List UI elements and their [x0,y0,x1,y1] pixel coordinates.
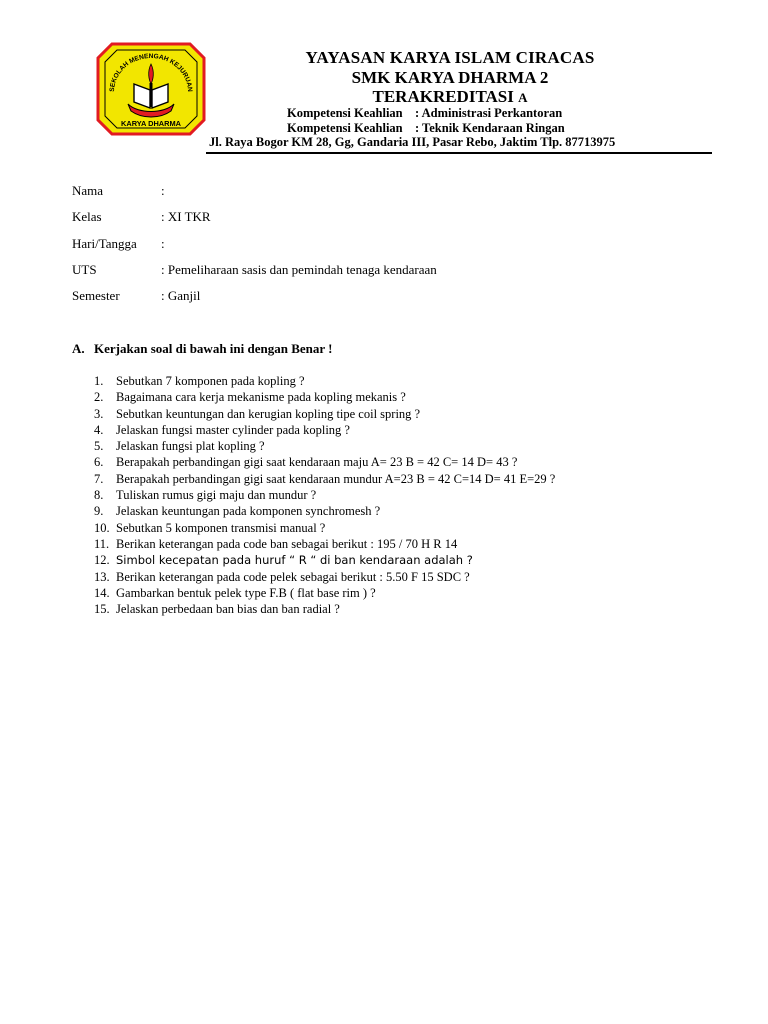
question-text: Jelaskan fungsi master cylinder pada kopling ? [116,422,350,437]
section-title: Kerjakan soal di bawah ini dengan Benar ! [94,341,333,356]
competency-line [287,121,565,136]
question-number: 6. [94,455,104,470]
question-number: 13. [94,569,110,584]
question-item [94,438,555,454]
header-divider [206,152,712,154]
question-item [94,487,555,503]
logo-bottom-text: KARYA DHARMA [121,119,181,128]
field-label: Semester [72,288,120,303]
accreditation-prefix: TERAKREDITASI [372,87,514,106]
question-item [94,585,555,601]
question-text: Sebutkan 5 komponen transmisi manual ? [116,520,326,535]
question-item [94,471,555,487]
question-item [94,601,555,617]
field-kelas [72,209,211,225]
question-text: Bagaimana cara kerja mekanisme pada kopling mekanis ? [116,390,406,405]
field-label: Hari/Tangga [72,236,137,251]
question-item [94,422,555,438]
question-number: 1. [94,374,104,388]
field-nama [72,183,165,199]
accreditation [250,87,650,107]
question-number: 4. [94,422,104,437]
field-label: UTS [72,262,97,277]
question-item [94,520,555,536]
question-item [94,406,555,422]
accreditation-grade: A [518,90,528,105]
section-letter: A. [72,341,85,356]
question-number: 9. [94,504,104,519]
question-number: 8. [94,488,104,503]
question-text: Jelaskan keuntungan pada komponen synchromesh ? [116,504,381,519]
question-item [94,552,555,568]
question-text: Gambarkan bentuk pelek type F.B ( flat base rim ) ? [116,585,376,600]
question-list [94,373,555,617]
field-semester [72,288,200,304]
question-text: Berapakah perbandingan gigi saat kendaraan mundur A=23 B = 42 C=14 D= 41 E=29 ? [116,471,556,486]
competency-value: : Teknik Kendaraan Ringan [415,121,565,135]
question-text: Berapakah perbandingan gigi saat kendaraan maju A= 23 B = 42 C= 14 D= 43 ? [116,455,518,470]
question-number: 5. [94,439,104,454]
question-number: 11. [94,536,110,551]
question-text: Simbol kecepatan pada huruf “ R “ di ban kendaraan adalah ? [116,553,473,568]
question-text: Jelaskan fungsi plat kopling ? [116,439,265,454]
section-heading [72,341,333,357]
field-hari-tanggal [72,236,165,252]
question-item [94,373,555,389]
question-text: Jelaskan perbedaan ban bias dan ban radial ? [116,602,340,617]
question-text: Sebutkan keuntungan dan kerugian kopling tipe coil spring ? [116,406,421,421]
question-item [94,569,555,585]
question-text: Tuliskan rumus gigi maju dan mundur ? [116,488,317,503]
question-item [94,536,555,552]
question-text: Sebutkan 7 komponen pada kopling ? [116,374,305,388]
school-name: SMK KARYA DHARMA 2 [351,68,549,87]
field-value: : [161,236,165,251]
question-number: 14. [94,585,110,600]
foundation-name: YAYASAN KARYA ISLAM CIRACAS [305,48,595,67]
question-number: 12. [94,553,110,568]
question-number: 15. [94,602,110,617]
field-uts [72,262,437,278]
logo-arc-text: SEKOLAH MENENGAH KEJURUAN [108,52,194,93]
competency-line [287,106,562,121]
school-address: Jl. Raya Bogor KM 28, Gg, Gandaria III, Pasar Rebo, Jaktim Tlp. 87713975 [209,135,616,149]
field-value: : XI TKR [161,209,211,224]
question-text: Berikan keterangan pada code pelek sebagai berikut : 5.50 F 15 SDC ? [116,569,470,584]
school-logo [94,40,208,138]
field-label: Kelas [72,209,102,224]
competency-value: : Administrasi Perkantoran [415,106,563,120]
competency-label: Kompetensi Keahlian [287,106,403,120]
question-item [94,454,555,470]
field-value: : Ganjil [161,288,201,303]
question-number: 10. [94,520,110,535]
question-number: 7. [94,471,104,486]
question-text: Berikan keterangan pada code ban sebagai berikut : 195 / 70 H R 14 [116,536,458,551]
field-value: : [161,183,165,198]
question-item [94,389,555,405]
field-label: Nama [72,183,104,198]
field-value: : Pemeliharaan sasis dan pemindah tenaga kendaraan [161,262,437,277]
question-number: 2. [94,390,104,405]
competency-label: Kompetensi Keahlian [287,121,403,135]
question-item [94,503,555,519]
question-number: 3. [94,406,104,421]
